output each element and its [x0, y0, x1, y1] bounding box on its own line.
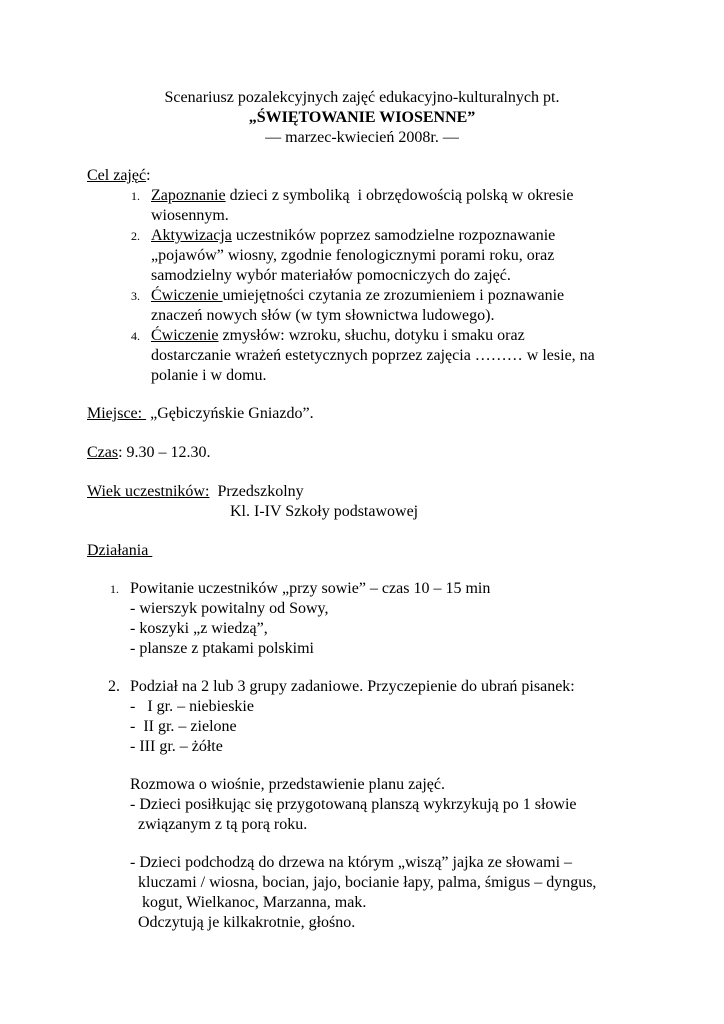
wiek-value-2: Kl. I-IV Szkoły podstawowej	[230, 503, 419, 520]
paragraph: Rozmowa o wiośnie, przedstawienie planu zajęć.	[130, 776, 445, 793]
item-keyword: Aktywizacja	[151, 227, 232, 244]
item-keyword: Ćwiczenie	[151, 327, 219, 344]
cel-colon: :	[146, 167, 151, 184]
step-number: 1.	[110, 582, 119, 596]
paragraph: - Dzieci posiłkując się przygotowaną planszą wykrzykują po 1 słowie	[130, 796, 577, 813]
miejsce-value: „Gębiczyńskie Gniazdo”.	[146, 405, 314, 422]
item-text: dzieci z symboliką i obrzędowością polską w okresie	[225, 187, 574, 204]
list-item	[151, 326, 525, 346]
paragraph: - Dzieci podchodzą do drzewa na którym „wiszą” jajka ze słowami –	[130, 854, 573, 871]
item-text: „pojawów” wiosny, zgodnie fenologicznymi porami roku, oraz	[151, 247, 555, 264]
step-subitem: - koszyki „z wiedzą”,	[130, 620, 268, 637]
group-item: - II gr. – zielone	[130, 718, 237, 735]
item-text: umiejętności czytania ze zrozumieniem i poznawanie	[222, 287, 565, 304]
wiek-value: Przedszkolny	[209, 483, 304, 500]
list-item	[151, 286, 564, 306]
item-text: znaczeń nowych słów (w tym słownictwa ludowego).	[151, 307, 495, 324]
cel-label: Cel zajęć	[87, 167, 147, 184]
list-number: 4.	[131, 329, 140, 343]
document-title: „ŚWIĘTOWANIE WIOSENNE”	[248, 109, 476, 126]
group-item: - I gr. – niebieskie	[130, 698, 254, 715]
list-number: 3.	[131, 289, 140, 303]
czas-line	[87, 443, 211, 463]
paragraph: kluczami / wiosna, bocian, jajo, bocianie łapy, palma, śmigus – dyngus,	[130, 874, 597, 891]
list-number: 1.	[131, 189, 140, 203]
list-number: 2.	[131, 229, 140, 243]
step-text: Podział na 2 lub 3 grupy zadaniowe. Przyczepienie do ubrań pisanek:	[130, 678, 575, 695]
date-range: — marzec-kwiecień 2008r. —	[265, 129, 459, 146]
miejsce-label: Miejsce:	[87, 405, 147, 422]
item-text: zmysłów: wzroku, słuchu, dotyku i smaku oraz	[218, 327, 525, 344]
header-line: Scenariusz pozalekcyjnych zajęć edukacyjno-kulturalnych pt.	[164, 89, 560, 106]
step-number: 2.	[108, 678, 120, 695]
group-item: - III gr. – żółte	[130, 738, 223, 755]
item-keyword: Ćwiczenie	[151, 287, 223, 304]
item-text: dostarczanie wrażeń estetycznych poprzez zajęcia ……… w lesie, na	[151, 347, 595, 364]
list-item	[151, 226, 555, 246]
wiek-label: Wiek uczestników:	[87, 483, 210, 500]
dzialania-heading: Działania	[87, 542, 153, 559]
item-keyword: Zapoznanie	[151, 187, 226, 204]
item-text: wiosennym.	[151, 207, 229, 224]
paragraph: związanym z tą porą roku.	[130, 816, 308, 833]
miejsce-line	[87, 404, 314, 424]
step-text: Powitanie uczestników „przy sowie” – czas 10 – 15 min	[130, 580, 491, 597]
cel-heading	[87, 166, 151, 186]
paragraph: Odczytują je kilkakrotnie, głośno.	[130, 914, 356, 931]
czas-value: : 9.30 – 12.30.	[118, 444, 211, 461]
step-subitem: - plansze z ptakami polskimi	[130, 640, 314, 657]
item-text: polanie i w domu.	[151, 367, 267, 384]
czas-label: Czas	[87, 444, 119, 461]
paragraph: kogut, Wielkanoc, Marzanna, mak.	[130, 894, 367, 911]
wiek-line	[87, 482, 304, 502]
list-item	[151, 186, 574, 206]
item-text: uczestników poprzez samodzielne rozpoznawanie	[231, 227, 556, 244]
step-subitem: - wierszyk powitalny od Sowy,	[130, 600, 329, 617]
item-text: samodzielny wybór materiałów pomocniczych do zajęć.	[151, 267, 511, 284]
